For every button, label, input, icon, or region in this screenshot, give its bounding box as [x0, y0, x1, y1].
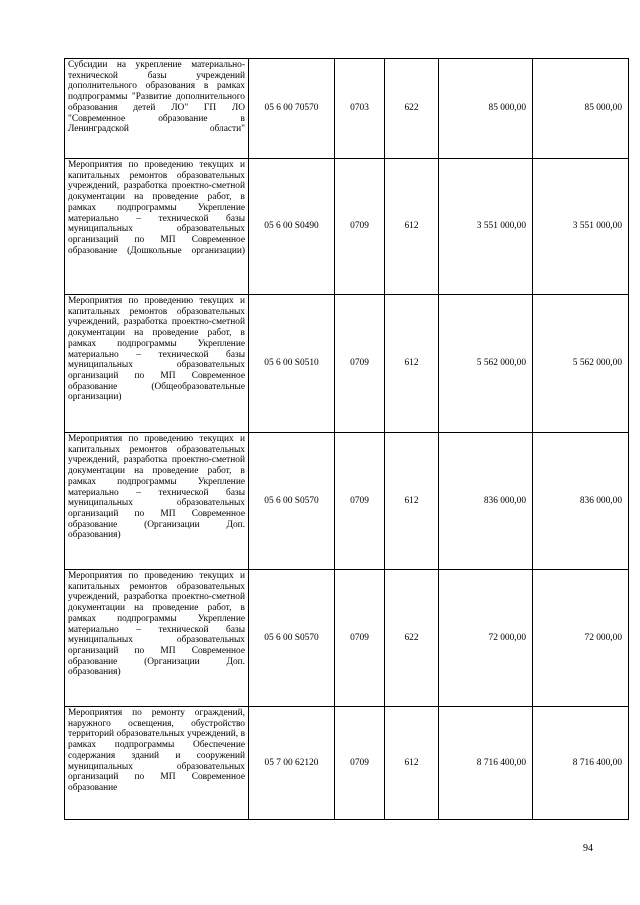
- row-description: Мероприятия по ремонту ограждений, наружного освещения, обустройство территорий образовательных учреждений, в рамках подпрограммы Обеспечение содержания зданий и сооружений муниципальных образовательных организаций по МП Современное образование: [65, 707, 249, 820]
- target-article-code: 05 6 00 S0570: [249, 570, 335, 707]
- table-row: [65, 433, 629, 570]
- section-code: 0703: [335, 59, 385, 159]
- amount-cell: 72 000,00: [439, 570, 533, 707]
- row-description: Мероприятия по проведению текущих и капитальных ремонтов образовательных учреждений, разработка проектно-сметной документации на проведение работ, в рамках подпрограммы Укрепление материально – технической базы муниципальных образовательных организаций по МП Современное образование (Организации Доп. образования): [65, 433, 249, 570]
- expense-type-code: 622: [385, 570, 439, 707]
- table-row: [65, 707, 629, 820]
- amount-cell: 5 562 000,00: [533, 295, 629, 433]
- amount-cell: 836 000,00: [533, 433, 629, 570]
- expense-type-code: 612: [385, 295, 439, 433]
- section-code: 0709: [335, 707, 385, 820]
- table-row: [65, 295, 629, 433]
- amount-cell: 3 551 000,00: [533, 159, 629, 295]
- amount-cell: 85 000,00: [439, 59, 533, 159]
- amount-cell: 5 562 000,00: [439, 295, 533, 433]
- target-article-code: 05 6 00 S0570: [249, 433, 335, 570]
- amount-cell: 72 000,00: [533, 570, 629, 707]
- section-code: 0709: [335, 159, 385, 295]
- table-row: [65, 159, 629, 295]
- row-description: Субсидии на укрепление материально-технической базы учреждений дополнительного образования в рамках подпрограммы "Развитие дополнительного образования детей ЛО" ГП ЛО "Современное образование в Ленинградской области": [65, 59, 249, 159]
- amount-cell: 8 716 400,00: [533, 707, 629, 820]
- target-article-code: 05 6 00 S0490: [249, 159, 335, 295]
- table-row: [65, 59, 629, 159]
- budget-table: [64, 58, 629, 820]
- table-row: [65, 570, 629, 707]
- row-description: Мероприятия по проведению текущих и капитальных ремонтов образовательных учреждений, разработка проектно-сметной документации на проведение работ, в рамках подпрограммы Укрепление материально – технической базы муниципальных образовательных организаций по МП Современное образование (Организации Доп. образования): [65, 570, 249, 707]
- amount-cell: 8 716 400,00: [439, 707, 533, 820]
- expense-type-code: 622: [385, 59, 439, 159]
- amount-cell: 85 000,00: [533, 59, 629, 159]
- row-description: Мероприятия по проведению текущих и капитальных ремонтов образовательных учреждений, разработка проектно-сметной документации на проведение работ, в рамках подпрограммы Укрепление материально – технической базы муниципальных образовательных организаций по МП Современное образование (Дошкольные организации): [65, 159, 249, 295]
- section-code: 0709: [335, 295, 385, 433]
- section-code: 0709: [335, 570, 385, 707]
- section-code: 0709: [335, 433, 385, 570]
- target-article-code: 05 6 00 S0510: [249, 295, 335, 433]
- page-number: 94: [583, 843, 593, 854]
- expense-type-code: 612: [385, 707, 439, 820]
- target-article-code: 05 6 00 70570: [249, 59, 335, 159]
- expense-type-code: 612: [385, 433, 439, 570]
- amount-cell: 3 551 000,00: [439, 159, 533, 295]
- row-description: Мероприятия по проведению текущих и капитальных ремонтов образовательных учреждений, разработка проектно-сметной документации на проведение работ, в рамках подпрограммы Укрепление материально – технической базы муниципальных образовательных организаций по МП Современное образование (Общеобразовательные организации): [65, 295, 249, 433]
- amount-cell: 836 000,00: [439, 433, 533, 570]
- target-article-code: 05 7 00 62120: [249, 707, 335, 820]
- expense-type-code: 612: [385, 159, 439, 295]
